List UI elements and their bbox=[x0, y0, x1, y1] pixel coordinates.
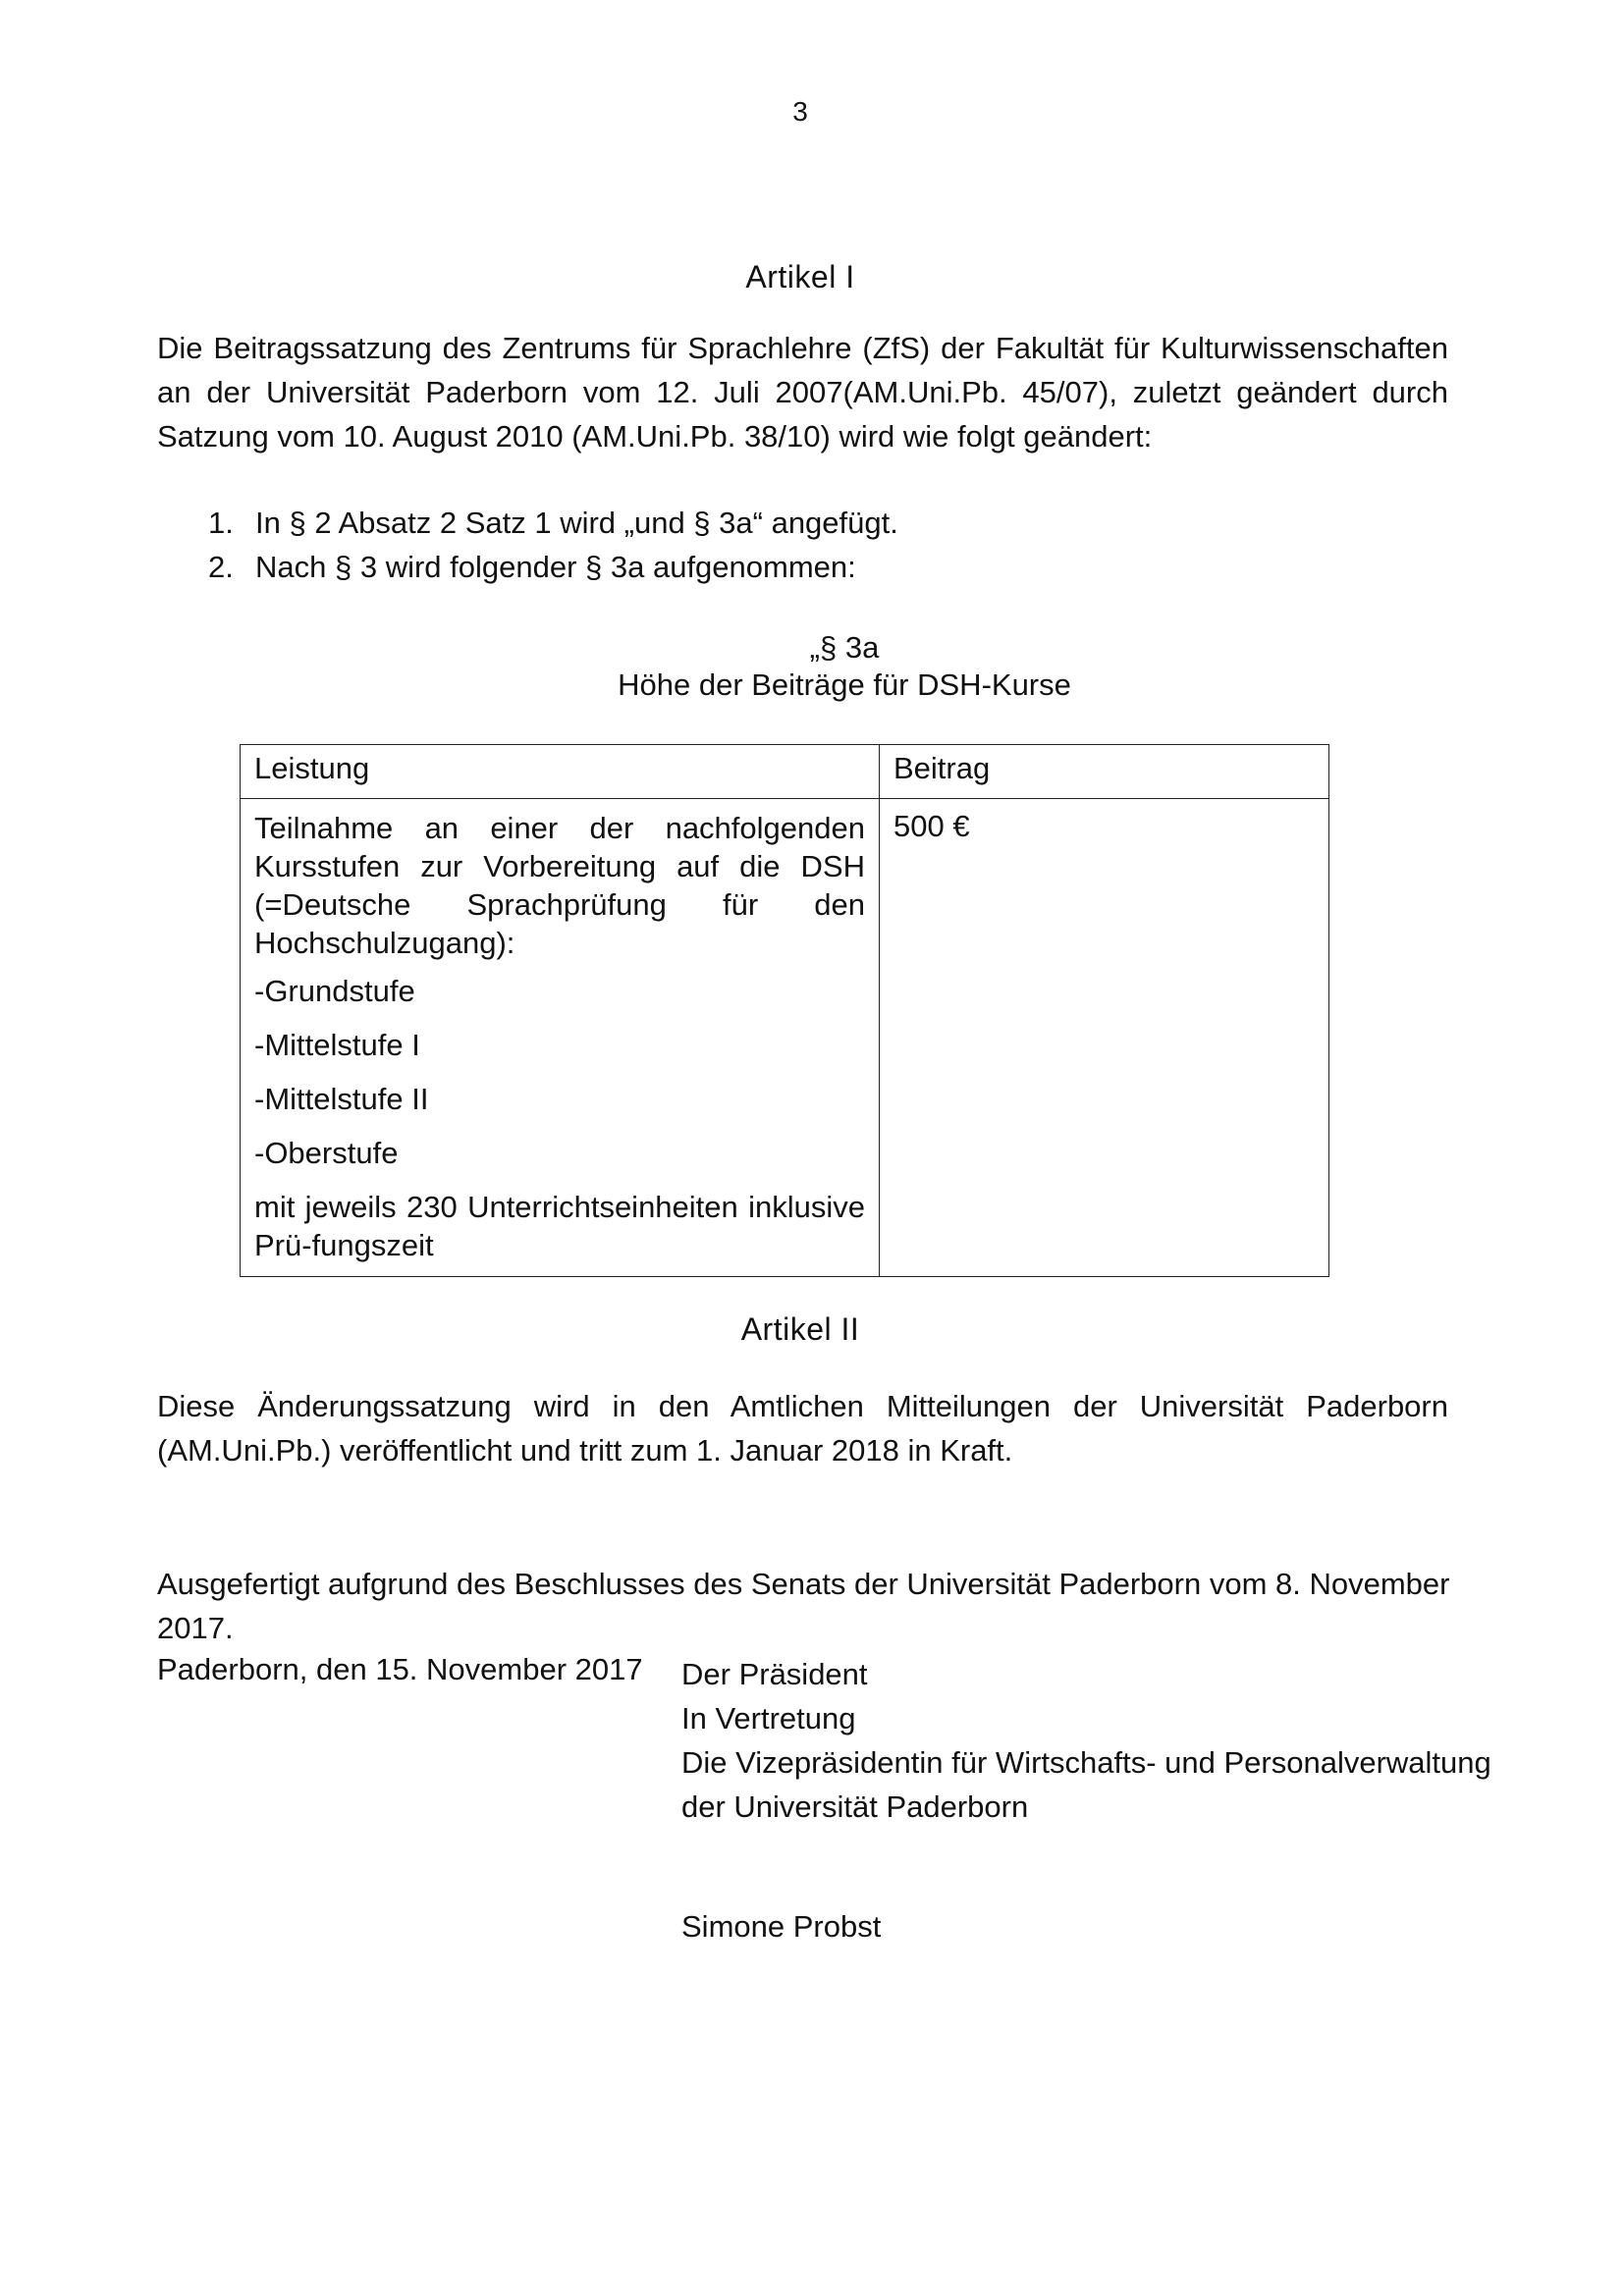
article-2-heading: Artikel II bbox=[740, 1311, 860, 1347]
table-row bbox=[241, 799, 1329, 1277]
list-item bbox=[157, 545, 1335, 589]
signature-line: Der Präsident bbox=[681, 1657, 868, 1691]
section-title: Höhe der Beiträge für DSH-Kurse bbox=[618, 667, 1071, 702]
article-2-body: Diese Änderungssatzung wird in den Amtlichen Mitteilungen der Universität Paderborn (AM.Uni.Pb.) veröffentlicht und tritt zum 1. Januar 2018 in Kraft. bbox=[157, 1389, 1448, 1468]
list-item bbox=[157, 501, 1335, 545]
signature-line: der Universität Paderborn bbox=[681, 1789, 1029, 1824]
list-item-text: In § 2 Absatz 2 Satz 1 wird „und § 3a“ angefügt. bbox=[255, 506, 898, 540]
course-level: -Mittelstufe I bbox=[254, 1028, 420, 1062]
service-description bbox=[241, 799, 880, 1277]
list-item-text: Nach § 3 wird folgender § 3a aufgenommen: bbox=[255, 550, 856, 584]
article-1-body: Die Beitragssatzung des Zentrums für Sprachlehre (ZfS) der Fakultät für Kulturwissenschaften an der Universität Paderborn vom 12. Juli 2007(AM.Uni.Pb. 45/07), zuletzt geändert durch Satzung vom 10. August 2010 (AM.Uni.Pb. 38/10) wird wie folgt geändert: bbox=[157, 331, 1448, 454]
course-level: -Mittelstufe II bbox=[254, 1082, 429, 1116]
section-3a-header bbox=[0, 629, 1624, 704]
signature-line: Die Vizepräsidentin für Wirtschafts- und Personalverwaltung bbox=[681, 1745, 1491, 1780]
fee-table bbox=[240, 744, 1329, 1277]
list-item-number: 2. bbox=[208, 550, 234, 584]
signer-name: Simone Probst bbox=[681, 1909, 882, 1944]
signature-block bbox=[681, 1652, 1491, 1829]
header-fee: Beitrag bbox=[880, 745, 1329, 799]
section-number: „§ 3a bbox=[809, 630, 880, 665]
fee-amount: 500 € bbox=[880, 799, 1329, 1277]
resolution-text: Ausgefertigt aufgrund des Beschlusses des Senats der Universität Paderborn vom 8. November 2017. bbox=[157, 1567, 1450, 1645]
signature-line: In Vertretung bbox=[681, 1701, 856, 1735]
amendment-list bbox=[157, 501, 1335, 589]
header-service: Leistung bbox=[241, 745, 880, 799]
table-header-row bbox=[241, 745, 1329, 799]
description-outro: mit jeweils 230 Unterrichtseinheiten inklusive Prü-fungszeit bbox=[254, 1190, 865, 1262]
course-level: -Oberstufe bbox=[254, 1136, 399, 1170]
list-item-number: 1. bbox=[208, 506, 234, 540]
description-intro: Teilnahme an einer der nachfolgenden Kursstufen zur Vorbereitung auf die DSH (=Deutsche Sprachprüfung für den Hochschulzugang): bbox=[254, 811, 865, 960]
course-level: -Grundstufe bbox=[254, 974, 415, 1008]
article-1-heading: Artikel I bbox=[745, 259, 855, 294]
page-number: 3 bbox=[792, 96, 808, 127]
place-date: Paderborn, den 15. November 2017 bbox=[157, 1652, 643, 1686]
